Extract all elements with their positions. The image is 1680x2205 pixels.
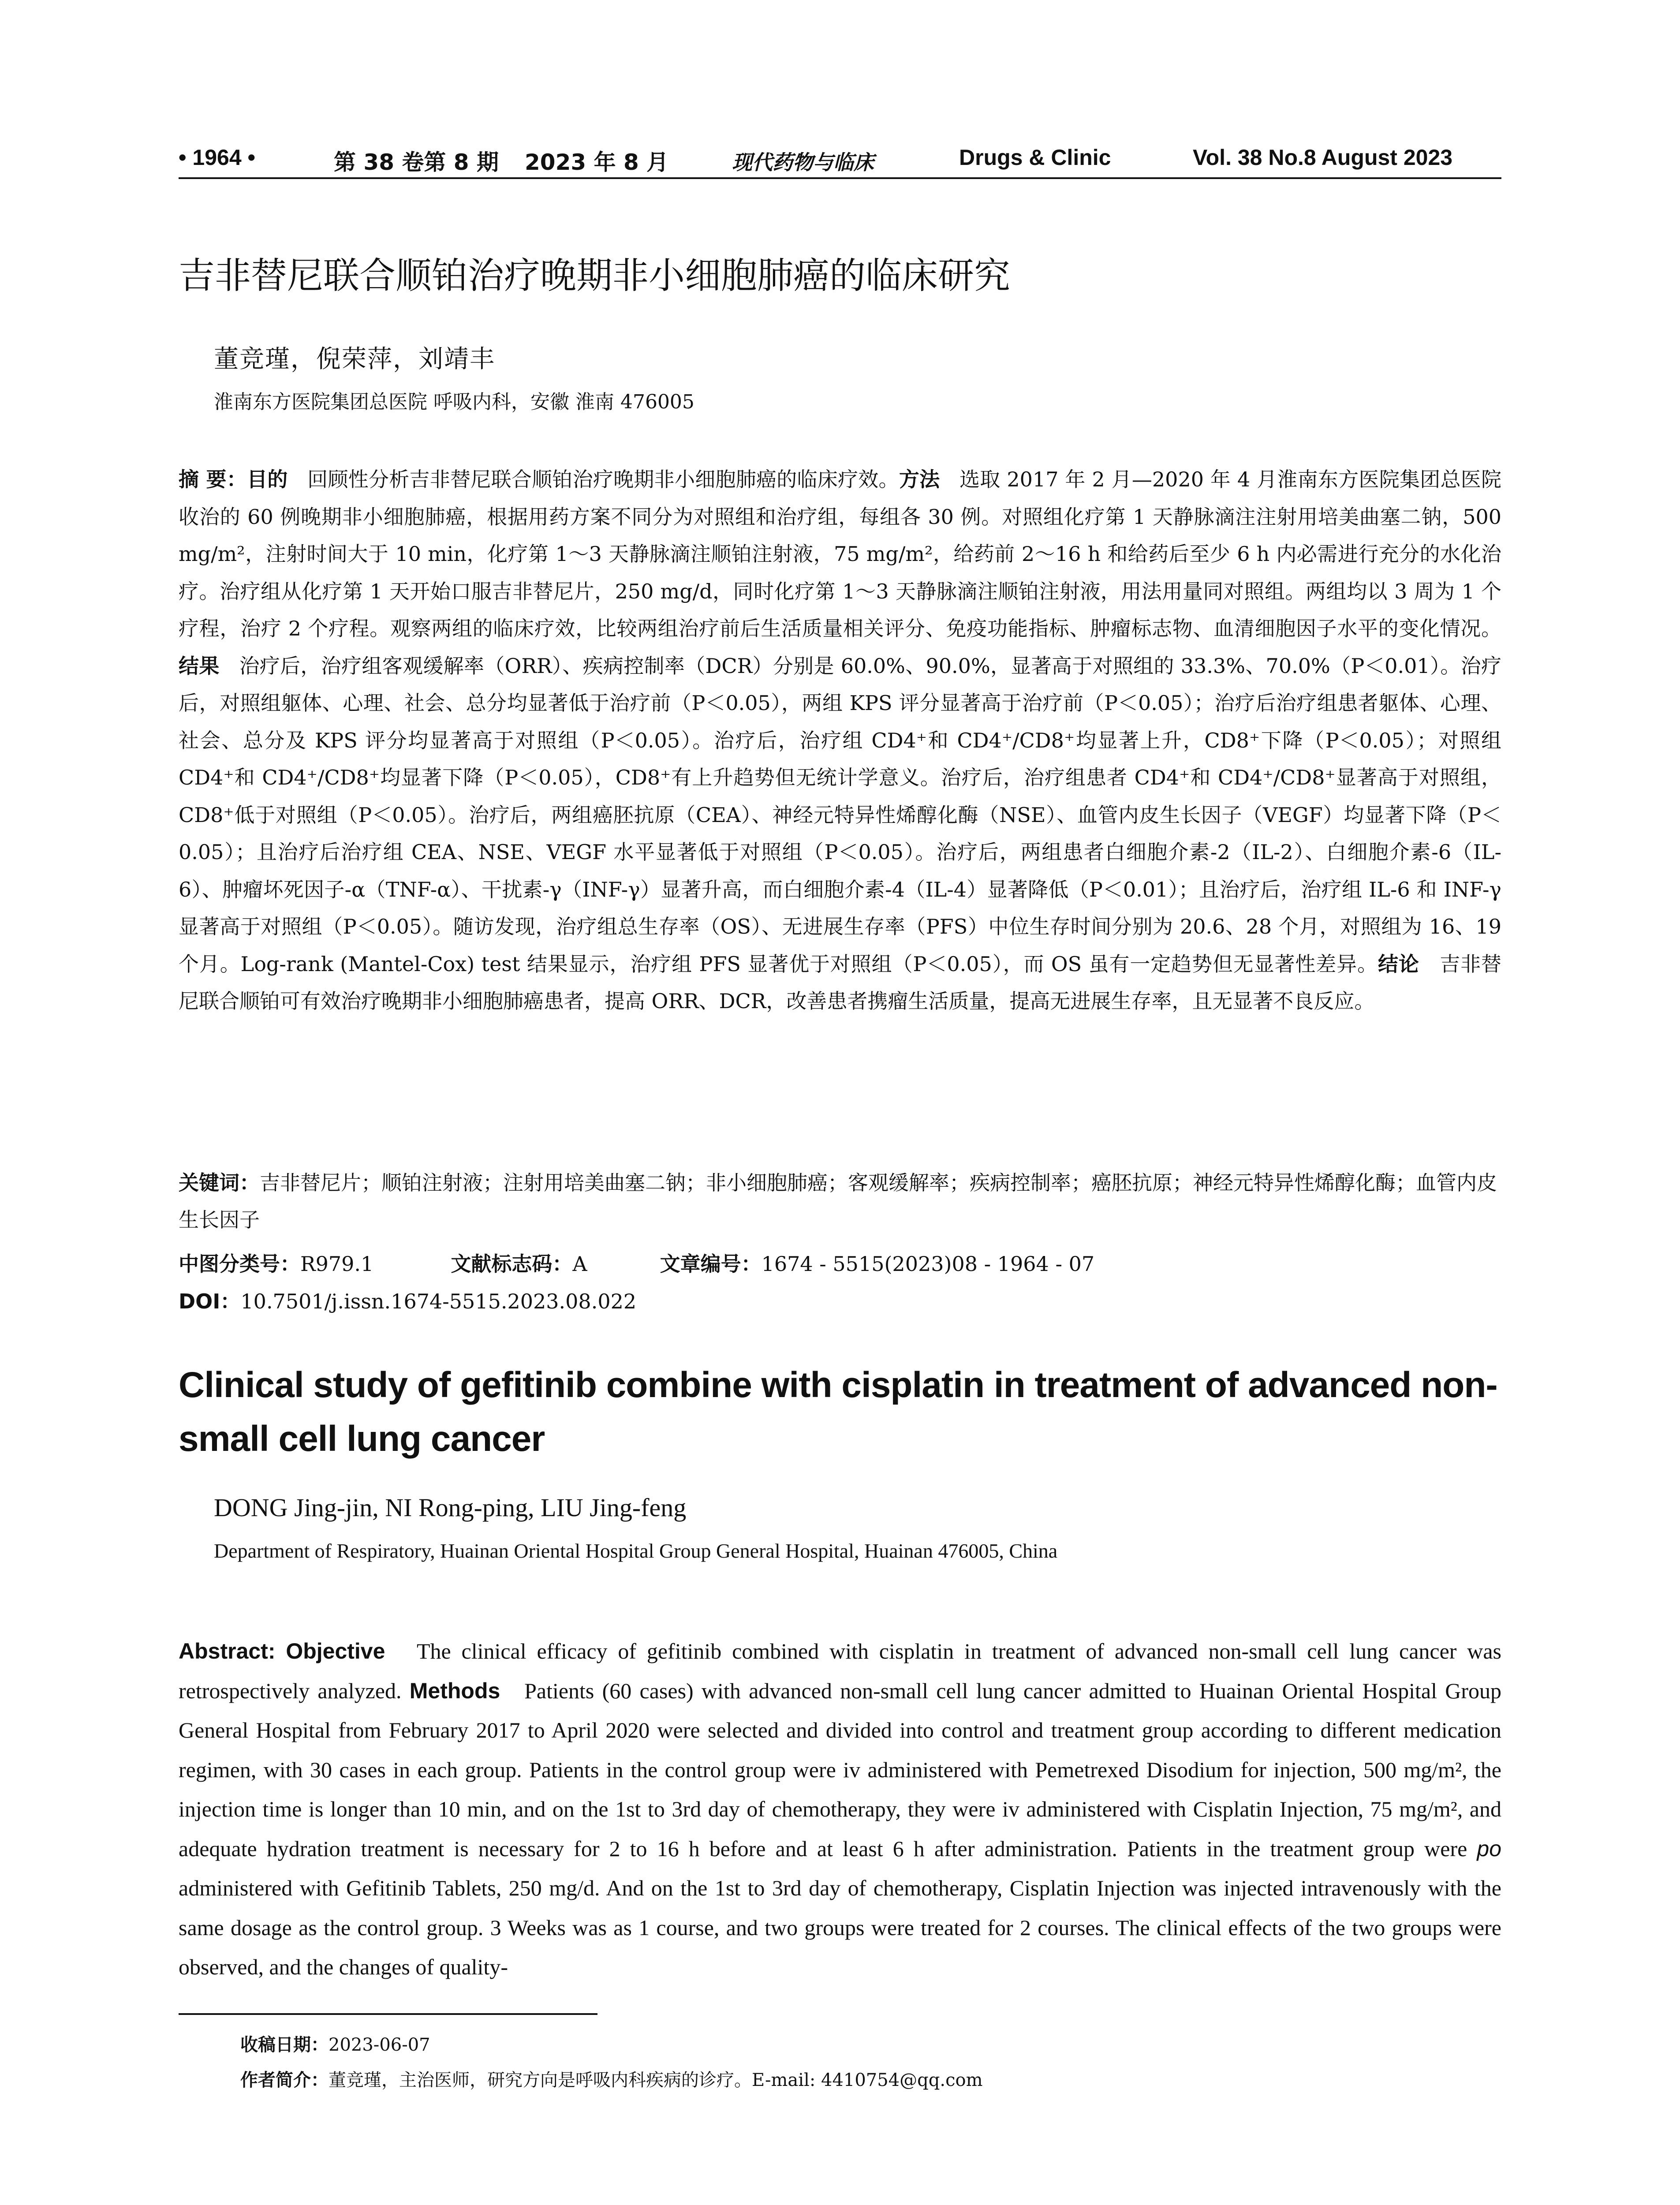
affiliation-en: Department of Respiratory, Huainan Oriental Hospital Group General Hospital, Huainan 476005, China xyxy=(214,1540,1058,1562)
footnote-rule xyxy=(179,2013,597,2015)
conclusion-text-cn: 吉非替尼联合顺铂可有效治疗晚期非小细胞肺癌患者，提高 ORR、DCR，改善患者携瘤生活质量，提高无进展生存率，且无显著不良反应。 xyxy=(179,952,1501,1013)
clc-label: 中图分类号： xyxy=(179,1252,300,1276)
doc-code-value: A xyxy=(572,1252,587,1276)
article-no-value: 1674 - 5515(2023)08 - 1964 - 07 xyxy=(761,1252,1095,1276)
keywords-label: 关键词： xyxy=(179,1171,260,1195)
objective-text-cn: 回顾性分析吉非替尼联合顺铂治疗晚期非小细胞肺癌的临床疗效。 xyxy=(307,467,899,491)
objective-label-en: Objective xyxy=(286,1639,385,1663)
footnote-received xyxy=(240,2031,430,2056)
header-date-cn: 2023 年 8 月 xyxy=(525,149,669,175)
classification-line xyxy=(179,1248,1094,1277)
authors-en: DONG Jing-jin, NI Rong-ping, LIU Jing-feng xyxy=(214,1493,687,1522)
article-title-en: Clinical study of gefitinib combine with cisplatin in treatment of advanced non-small cell lung cancer xyxy=(179,1365,1497,1459)
header-volume-en: Vol. 38 No.8 August 2023 xyxy=(1193,145,1453,170)
received-date: 2023-06-07 xyxy=(329,2035,430,2055)
doc-code-label: 文献标志码： xyxy=(451,1252,573,1276)
abstract-en xyxy=(179,1632,1501,1987)
header-rule xyxy=(179,177,1501,179)
abstract-cn xyxy=(179,461,1501,1020)
header-journal-en: Drugs & Clinic xyxy=(959,145,1111,170)
conclusion-label-cn: 结论 xyxy=(1378,952,1419,976)
doi-value[interactable]: 10.7501/j.issn.1674-5515.2023.08.022 xyxy=(240,1289,637,1313)
methods-po: po xyxy=(1477,1836,1502,1861)
header-page-number: • 1964 • xyxy=(179,145,256,170)
affiliation-cn: 淮南东方医院集团总医院 呼吸内科，安徽 淮南 476005 xyxy=(214,391,694,413)
footnote-author xyxy=(240,2066,983,2091)
authors-cn: 董竞瑾，倪荣萍，刘靖丰 xyxy=(214,345,495,374)
objective-label-cn: 目的 xyxy=(247,467,288,491)
objective-text-en: The clinical efficacy of gefitinib combined with cisplatin in treatment of advanced non-small cell lung cancer was retrospectively analyzed. xyxy=(179,1639,1502,1703)
results-label-cn: 结果 xyxy=(179,654,220,678)
methods-label-cn: 方法 xyxy=(899,467,940,491)
author-intro-label: 作者简介： xyxy=(240,2070,329,2090)
abstract-en-label: Abstract: xyxy=(179,1639,276,1663)
keywords-text: 吉非替尼片；顺铂注射液；注射用培美曲塞二钠；非小细胞肺癌；客观缓解率；疾病控制率；癌胚抗原；神经元特异性烯醇化酶；血管内皮生长因子 xyxy=(179,1171,1497,1232)
methods-text-en-b: administered with Gefitinib Tablets, 250 mg/d. And on the 1st to 3rd day of chemotherapy, Cisplatin Injection was injected intravenously with the same dosage as the control group. 3 Weeks was as 1 course, and two groups were treated for 2 courses. The clinical effects of the two groups were observed, and the changes of quality- xyxy=(179,1876,1501,1979)
article-no-label: 文章编号： xyxy=(660,1252,762,1276)
methods-text-cn: 选取 2017 年 2 月—2020 年 4 月淮南东方医院集团总医院收治的 60 例晚期非小细胞肺癌，根据用药方案不同分为对照组和治疗组，每组各 30 例。对照组化疗第 1 天静脉滴注注射用培美曲塞二钠，500 mg/m²，注射时间大于 10 min，化疗第 1～3 天静脉滴注顺铂注射液，75 mg/m²，给药前 2～16 h 和给药后至少 6 h 内必需进行充分的水化治疗。治疗组从化疗第 1 天开始口服吉非替尼片，250 mg/d，同时化疗第 1～3 天静脉滴注顺铂注射液，用法用量同对照组。两组均以 3 周为 1 个疗程，治疗 2 个疗程。观察两组的临床疗效，比较两组治疗前后生活质量相关评分、免疫功能指标、肿瘤标志物、血清细胞因子水平的变化情况。 xyxy=(179,467,1502,640)
author-intro-text: 董竞瑾，主治医师，研究方向是呼吸内科疾病的诊疗。E-mail: 4410754@qq.com xyxy=(329,2070,983,2090)
methods-text-en-a: Patients (60 cases) with advanced non-small cell lung cancer admitted to Huainan Oriental Hospital Group General Hospital from February 2017 to April 2020 were selected and divided into control and treatment group according to different medication regimen, with 30 cases in each group. Patients in the control group were iv administered with Pemetrexed Disodium for injection, 500 mg/m², the injection time is longer than 10 min, and on the 1st to 3rd day of chemotherapy, they were iv administered with Cisplatin Injection, 75 mg/m², and adequate hydration treatment is necessary for 2 to 16 h before and at least 6 h after administration. Patients in the treatment group were xyxy=(179,1678,1502,1861)
doi-label: DOI： xyxy=(179,1289,241,1313)
header-volume-cn: 第 38 卷第 8 期 xyxy=(334,149,499,175)
results-text-cn: 治疗后，治疗组客观缓解率（ORR）、疾病控制率（DCR）分别是 60.0%、90.0%，显著高于对照组的 33.3%、70.0%（P＜0.01）。治疗后，对照组躯体、心理、社会、总分均显著低于治疗前（P＜0.05），两组 KPS 评分显著高于治疗前（P＜0.05）；治疗后治疗组患者躯体、心理、社会、总分及 KPS 评分均显著高于对照组（P＜0.05）。治疗后，治疗组 CD4⁺和 CD4⁺/CD8⁺均显著上升，CD8⁺下降（P＜0.05）；对照组 CD4⁺和 CD4⁺/CD8⁺均显著下降（P＜0.05），CD8⁺有上升趋势但无统计学意义。治疗后，治疗组患者 CD4⁺和 CD4⁺/CD8⁺显著高于对照组，CD8⁺低于对照组（P＜0.05）。治疗后，两组癌胚抗原（CEA）、神经元特异性烯醇化酶（NSE）、血管内皮生长因子（VEGF）均显著下降（P＜0.05）；且治疗后治疗组 CEA、NSE、VEGF 水平显著低于对照组（P＜0.05）。治疗后，两组患者白细胞介素-2（IL-2）、白细胞介素-6（IL-6）、肿瘤坏死因子-α（TNF-α）、干扰素-γ（INF-γ）显著升高，而白细胞介素-4（IL-4）显著降低（P＜0.01）；且治疗后，治疗组 IL-6 和 INF-γ 显著高于对照组（P＜0.05）。随访发现，治疗组总生存率（OS）、无进展生存率（PFS）中位生存时间分别为 20.6、28 个月，对照组为 16、19 个月。Log-rank (Mantel-Cox) test 结果显示，治疗组 PFS 显著优于对照组（P＜0.05），而 OS 虽有一定趋势但无显著性差异。 xyxy=(179,654,1501,976)
doi-line xyxy=(179,1286,636,1315)
clc-value: R979.1 xyxy=(300,1252,374,1276)
received-label: 收稿日期： xyxy=(240,2035,329,2055)
methods-label-en: Methods xyxy=(409,1678,500,1703)
abstract-cn-label: 摘 要： xyxy=(179,467,247,491)
running-header xyxy=(179,140,1501,180)
keywords-cn xyxy=(179,1164,1501,1238)
article-title-cn: 吉非替尼联合顺铂治疗晚期非小细胞肺癌的临床研究 xyxy=(179,255,1011,297)
header-journal-cn: 现代药物与临床 xyxy=(732,150,874,174)
